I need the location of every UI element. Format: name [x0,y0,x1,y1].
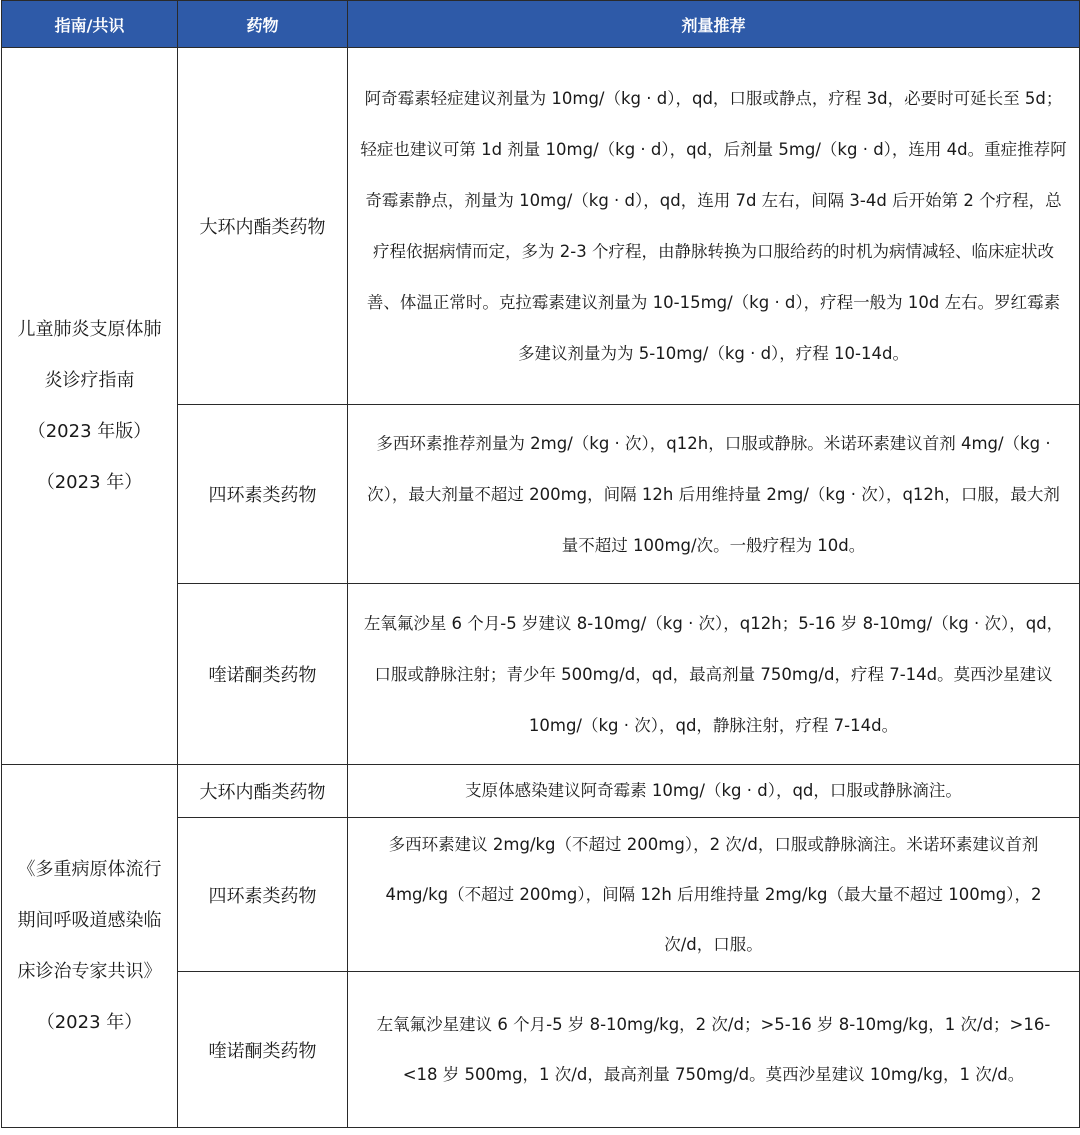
guide-cell-2023-pediatric: 儿童肺炎支原体肺炎诊疗指南（2023 年版）（2023 年） [2,48,178,765]
dose-cell: 左氧氟沙星 6 个月-5 岁建议 8-10mg/（kg · 次），q12h；5-16 岁 8-10mg/（kg · 次），qd，口服或静脉注射；青少年 500mg/d，qd，最高剂量 750mg/d，疗程 7-14d。莫西沙星建议 10mg/（kg · 次），qd，静脉注射，疗程 7-14d。 [348,584,1080,765]
dosage-table [1,0,1080,1128]
dose-cell: 多西环素建议 2mg/kg（不超过 200mg），2 次/d，口服或静脉滴注。米诺环素建议首剂 4mg/kg（不超过 200mg），间隔 12h 后用维持量 2mg/kg（最大量不超过 100mg），2 次/d，口服。 [348,818,1080,972]
header-drug: 药物 [178,1,348,48]
drug-cell: 大环内酯类药物 [178,765,348,818]
dose-cell: 左氧氟沙星建议 6 个月-5 岁 8-10mg/kg，2 次/d；>5-16 岁 8-10mg/kg，1 次/d；>16-<18 岁 500mg，1 次/d，最高剂量 750mg/d。莫西沙星建议 10mg/kg，1 次/d。 [348,972,1080,1128]
dose-cell: 多西环素推荐剂量为 2mg/（kg · 次），q12h，口服或静脉。米诺环素建议首剂 4mg/（kg · 次），最大剂量不超过 200mg，间隔 12h 后用维持量 2mg/（kg · 次），q12h，口服，最大剂量不超过 100mg/次。一般疗程为 10d。 [348,405,1080,584]
drug-cell: 喹诺酮类药物 [178,584,348,765]
header-dose: 剂量推荐 [348,1,1080,48]
dose-cell: 阿奇霉素轻症建议剂量为 10mg/（kg · d），qd，口服或静点，疗程 3d，必要时可延长至 5d；轻症也建议可第 1d 剂量 10mg/（kg · d），qd，后剂量 5mg/（kg · d），连用 4d。重症推荐阿奇霉素静点，剂量为 10mg/（kg · d），qd，连用 7d 左右，间隔 3-4d 后开始第 2 个疗程，总疗程依据病情而定，多为 2-3 个疗程，由静脉转换为口服给药的时机为病情减轻、临床症状改善、体温正常时。克拉霉素建议剂量为 10-15mg/（kg · d），疗程一般为 10d 左右。罗红霉素多建议剂量为为 5-10mg/（kg · d），疗程 10-14d。 [348,48,1080,405]
header-row [2,1,1080,48]
table-row [2,765,1080,818]
dose-cell: 支原体感染建议阿奇霉素 10mg/（kg · d），qd，口服或静脉滴注。 [348,765,1080,818]
table-row [2,48,1080,405]
drug-cell: 大环内酯类药物 [178,48,348,405]
drug-cell: 四环素类药物 [178,818,348,972]
drug-cell: 四环素类药物 [178,405,348,584]
drug-cell: 喹诺酮类药物 [178,972,348,1128]
header-guide: 指南/共识 [2,1,178,48]
guide-cell-expert-consensus: 《多重病原体流行期间呼吸道感染临床诊治专家共识》（2023 年） [2,765,178,1128]
